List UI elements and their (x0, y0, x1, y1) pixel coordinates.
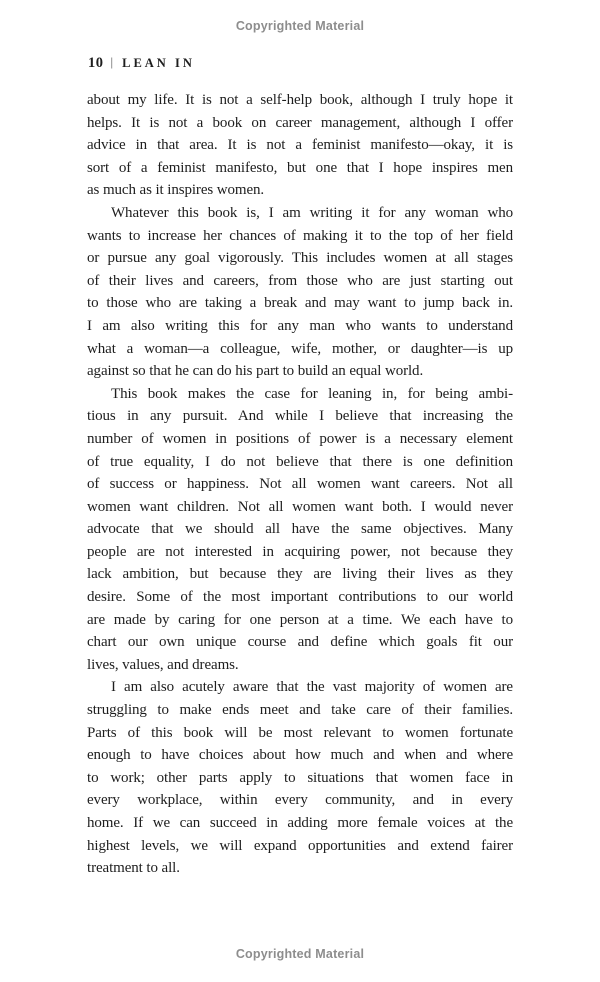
text-line: wants to increase her chances of making it to the top of her field (87, 227, 513, 244)
text-line: helps. It is not a book on career management, although I offer (87, 114, 513, 131)
text-line: every workplace, within every community, and in every (87, 792, 513, 809)
text-line: home. If we can succeed in adding more female voices at the (87, 815, 513, 831)
text-line: number of women in positions of power is a necessary element (87, 430, 513, 447)
running-header (88, 54, 195, 72)
book-title: LEAN IN (122, 56, 195, 70)
copyright-notice-bottom: Copyrighted Material (235, 947, 365, 961)
text-line: sort of a feminist manifesto, but one that I hope inspires men (87, 159, 513, 176)
text-line: of true equality, I do not believe that there is one definition (87, 453, 513, 470)
text-line: what a woman—a colleague, wife, mother, or daughter—is up (87, 340, 513, 357)
text-line: This book makes the case for leaning in, for being ambi- (111, 385, 513, 402)
text-line: enough to have choices about how much and when and where (87, 747, 513, 764)
text-line: against so that he can do his part to build an equal world. (87, 363, 424, 380)
text-line: to those who are taking a break and may want to jump back in. (87, 295, 513, 312)
text-line: of success or happiness. Not all women want careers. Not all (87, 476, 513, 493)
text-line: I am also acutely aware that the vast majority of women are (111, 679, 513, 696)
text-line: Parts of this book will be most relevant to women fortunate (87, 724, 513, 741)
text-line: desire. Some of the most important contributions to our world (87, 589, 513, 606)
text-line: about my life. It is not a self-help book, although I truly hope it (87, 92, 513, 108)
text-line: people are not interested in acquiring power, not because they (87, 543, 513, 560)
text-line: lack ambition, but because they are living their lives as they (87, 566, 513, 583)
text-line: struggling to make ends meet and take care of their families. (87, 702, 513, 719)
paragraph (87, 383, 513, 677)
text-line: women want children. Not all women want both. I would never (87, 498, 513, 515)
body-text (87, 89, 513, 880)
text-line: I am also writing this for any man who wants to understand (87, 317, 513, 334)
header-separator: | (110, 54, 114, 69)
text-line: or pursue any goal vigorously. This includes women at all stages (87, 250, 513, 267)
paragraph (87, 89, 513, 202)
text-line: chart our own unique course and define which goals fit our (87, 634, 513, 651)
paragraph (87, 202, 513, 383)
text-line: are made by caring for one person at a time. We each have to (87, 611, 513, 628)
text-line: advice in that area. It is not a feminist manifesto—okay, it is (87, 137, 513, 154)
text-line: treatment to all. (87, 860, 180, 877)
copyright-notice-top: Copyrighted Material (235, 19, 365, 33)
page-number: 10 (88, 55, 104, 71)
text-line: as much as it inspires women. (87, 182, 265, 199)
paragraph (87, 676, 513, 879)
text-line: lives, values, and dreams. (87, 656, 239, 673)
text-line: Whatever this book is, I am writing it for any woman who (111, 204, 513, 221)
text-line: highest levels, we will expand opportunities and extend fairer (87, 837, 513, 854)
text-line: tious in any pursuit. And while I believe that increasing the (87, 408, 513, 425)
text-line: to work; other parts apply to situations that women face in (87, 769, 513, 786)
text-line: of their lives and careers, from those who are just starting out (87, 272, 513, 289)
text-line: advocate that we should all have the same objectives. Many (87, 521, 513, 538)
